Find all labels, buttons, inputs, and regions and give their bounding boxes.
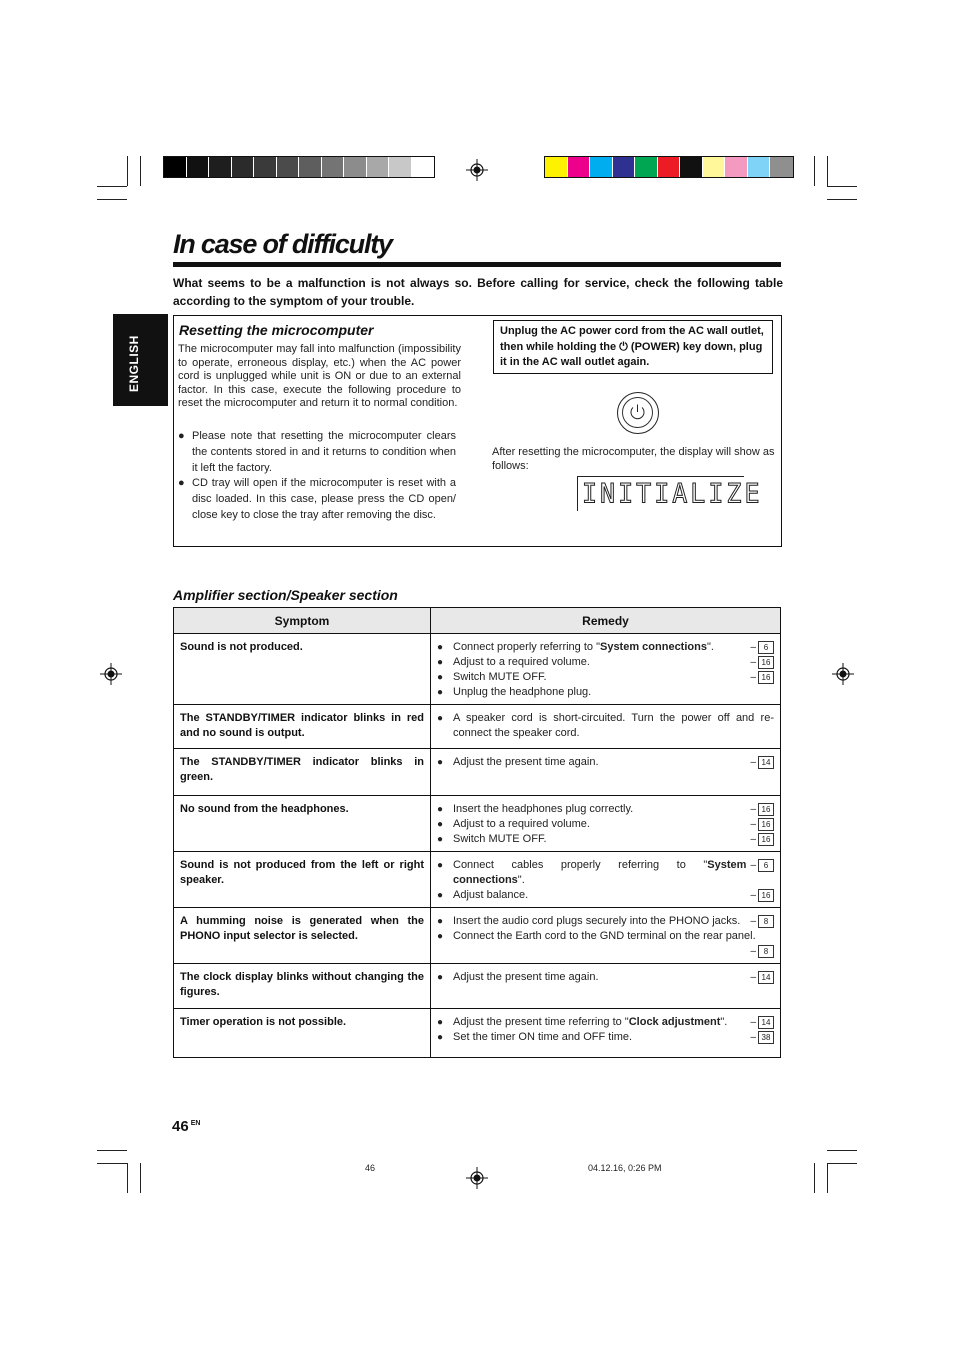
arrow-icon: –	[750, 834, 756, 845]
table-row	[174, 908, 781, 964]
page-reference	[750, 914, 774, 929]
crop-mark	[97, 199, 127, 200]
crop-mark	[827, 1150, 857, 1151]
page-reference	[750, 944, 774, 959]
color-swatch	[232, 157, 255, 177]
reset-bullet-list	[178, 429, 456, 524]
page-reference-number: 16	[758, 671, 774, 684]
arrow-icon: –	[750, 642, 756, 653]
reset-section-body: The microcomputer may fall into malfunction (impossibility to operate, erroneous display, etc.) when the AC power cord is unplugged while unit is ON or due to an external factor. In this case, execute the following procedure to reset the microcomputer and return it to normal condition.	[178, 343, 461, 410]
remedy-cell	[431, 796, 781, 852]
page-reference	[750, 817, 774, 832]
registration-mark-icon	[832, 663, 854, 685]
color-swatch	[748, 157, 771, 177]
remedy-cell	[431, 1009, 781, 1058]
power-button-inner	[622, 397, 653, 428]
remedy-cell	[431, 852, 781, 908]
symptom-cell: Sound is not produced.	[174, 634, 431, 705]
page-reference	[750, 832, 774, 847]
arrow-icon: –	[750, 672, 756, 683]
crop-mark	[814, 1163, 815, 1193]
remedy-cell	[431, 634, 781, 705]
crop-mark	[97, 186, 127, 187]
remedy-item	[437, 832, 774, 847]
display-text: INITIALIZE	[582, 478, 763, 509]
remedy-item	[437, 655, 774, 670]
crop-mark	[140, 1163, 141, 1193]
registration-mark-icon	[466, 159, 488, 181]
color-swatch	[658, 157, 681, 177]
footer-page-ref: 46	[365, 1163, 376, 1173]
arrow-icon: –	[750, 916, 756, 927]
remedy-item	[437, 670, 774, 685]
crop-mark	[827, 1163, 828, 1193]
remedy-item	[437, 755, 774, 770]
table-row	[174, 749, 781, 796]
color-swatch	[367, 157, 390, 177]
bullet-icon: ●	[437, 1017, 444, 1028]
page-language: EN	[190, 1120, 201, 1127]
remedy-cell	[431, 705, 781, 749]
arrow-icon: –	[750, 946, 756, 957]
page-reference	[750, 1015, 774, 1030]
arrow-icon: –	[750, 1017, 756, 1028]
remedy-item	[437, 914, 774, 929]
remedy-item	[437, 970, 774, 985]
arrow-icon: –	[750, 890, 756, 901]
table-row	[174, 964, 781, 1009]
remedy-text: Adjust the present time again.	[453, 971, 599, 983]
registration-mark-icon	[466, 1167, 488, 1189]
registration-mark-icon	[100, 663, 122, 685]
symptom-cell: A humming noise is generated when the PHONO input selector is selected.	[174, 908, 431, 964]
page-reference	[750, 655, 774, 670]
remedy-text: Unplug the headphone plug.	[453, 686, 592, 698]
grayscale-color-bar	[163, 156, 435, 178]
remedy-item	[437, 1015, 774, 1030]
process-color-bar	[544, 156, 794, 178]
page-reference-number: 14	[758, 1016, 774, 1029]
page-reference	[750, 755, 774, 770]
remedy-text: Adjust to a required volume.	[453, 656, 590, 668]
page-title: In case of difficulty	[173, 229, 392, 259]
arrow-icon: –	[750, 1032, 756, 1043]
remedy-item	[437, 888, 774, 903]
bullet-icon: ●	[437, 1032, 444, 1043]
symptom-cell: No sound from the headphones.	[174, 796, 431, 852]
color-swatch	[209, 157, 232, 177]
color-swatch	[344, 157, 367, 177]
bullet-icon: ●	[437, 642, 444, 653]
bullet-icon: ●	[437, 804, 444, 815]
symptom-cell: The clock display blinks without changing the figures.	[174, 964, 431, 1009]
remedy-text: Insert the headphones plug correctly.	[453, 803, 634, 815]
remedy-emphasis: System connections	[453, 859, 747, 886]
color-swatch	[322, 157, 345, 177]
crop-mark	[827, 1163, 857, 1164]
bullet-icon: ●	[437, 834, 444, 845]
bullet-icon: ●	[178, 430, 185, 442]
page-reference	[750, 1030, 774, 1045]
list-item: ● Please note that resetting the microcomputer clears the contents stored in and it returns to condition when it left the factory.	[178, 429, 456, 476]
remedy-text: Connect cables properly referring to "System connections".	[453, 859, 747, 886]
symptom-cell: Sound is not produced from the left or right speaker.	[174, 852, 431, 908]
bullet-icon: ●	[437, 713, 444, 724]
bullet-icon: ●	[437, 972, 444, 983]
bullet-icon: ●	[437, 687, 444, 698]
page-reference-number: 16	[758, 833, 774, 846]
reset-section-title: Resetting the microcomputer	[179, 322, 374, 338]
page-number: 46 $^{EN}$	[172, 1118, 201, 1135]
arrow-icon: –	[750, 804, 756, 815]
symptom-column-header: Symptom	[174, 608, 431, 634]
table-row	[174, 1009, 781, 1058]
color-swatch	[703, 157, 726, 177]
language-tab-label: ENGLISH	[127, 335, 141, 392]
remedy-item	[437, 929, 774, 944]
arrow-icon: –	[750, 860, 756, 871]
remedy-cell	[431, 964, 781, 1009]
symptom-cell: The STANDBY/TIMER indicator blinks in green.	[174, 749, 431, 796]
list-item: ● CD tray will open if the microcomputer is reset with a disc loaded. In this case, please press the CD open/ close key to close the tray after removing the disc.	[178, 476, 456, 523]
arrow-icon: –	[750, 819, 756, 830]
color-swatch	[389, 157, 412, 177]
remedy-cell	[431, 908, 781, 964]
table-row	[174, 705, 781, 749]
bullet-icon: ●	[437, 860, 444, 871]
after-reset-text: After resetting the microcomputer, the display will show as follows:	[492, 446, 775, 472]
remedy-emphasis: Clock adjustment	[628, 1016, 721, 1028]
trailing-page-reference	[437, 944, 774, 959]
table-header-row	[174, 608, 781, 634]
page-reference	[750, 670, 774, 685]
symptom-cell: The STANDBY/TIMER indicator blinks in red and no sound is output.	[174, 705, 431, 749]
color-swatch	[164, 157, 187, 177]
power-button-illustration	[617, 392, 659, 434]
bullet-icon: ●	[437, 672, 444, 683]
color-swatch	[635, 157, 658, 177]
page-reference	[750, 970, 774, 985]
color-swatch	[545, 157, 568, 177]
color-swatch	[770, 157, 793, 177]
table-row	[174, 634, 781, 705]
page-reference-number: 16	[758, 803, 774, 816]
page-reference-number: 14	[758, 756, 774, 769]
remedy-emphasis: System connections	[599, 641, 707, 653]
crop-mark	[140, 156, 141, 186]
remedy-item	[437, 1030, 774, 1045]
power-icon	[623, 398, 652, 427]
bullet-icon: ●	[437, 757, 444, 768]
bullet-icon: ●	[437, 916, 444, 927]
remedy-text: Insert the audio cord plugs securely into the PHONO jacks.	[453, 915, 741, 927]
remedy-item	[437, 685, 774, 700]
page-reference	[750, 888, 774, 903]
color-swatch	[412, 157, 435, 177]
remedy-text: A speaker cord is short-circuited. Turn the power off and re-connect the speaker cord.	[453, 712, 774, 739]
crop-mark	[127, 1163, 128, 1193]
display-readout	[577, 476, 763, 511]
bullet-icon: ●	[437, 890, 444, 901]
page-reference	[750, 640, 774, 655]
amplifier-section-title: Amplifier section/Speaker section	[173, 587, 398, 603]
table-row	[174, 796, 781, 852]
color-swatch	[299, 157, 322, 177]
bullet-icon: ●	[437, 931, 444, 942]
arrow-icon: –	[750, 757, 756, 768]
symptom-cell: Timer operation is not possible.	[174, 1009, 431, 1058]
troubleshooting-table	[173, 607, 781, 1058]
remedy-column-header: Remedy	[431, 608, 781, 634]
title-rule	[173, 262, 781, 267]
language-tab	[113, 314, 168, 406]
remedy-text: Adjust balance.	[453, 889, 529, 901]
table-row	[174, 852, 781, 908]
remedy-text: Switch MUTE OFF.	[453, 833, 547, 845]
remedy-item	[437, 640, 774, 655]
page-reference-number: 38	[758, 1031, 774, 1044]
remedy-text: Adjust to a required volume.	[453, 818, 590, 830]
page-reference-number: 6	[758, 859, 774, 872]
page-reference-number: 16	[758, 656, 774, 669]
intro-text: What seems to be a malfunction is not always so. Before calling for service, check the following table according to the symptom of your trouble.	[173, 276, 783, 308]
remedy-text: Connect the Earth cord to the GND terminal on the rear panel.	[453, 930, 756, 942]
arrow-icon: –	[750, 972, 756, 983]
crop-mark	[127, 156, 128, 186]
page-reference-number: 8	[758, 945, 774, 958]
remedy-text: Switch MUTE OFF.	[453, 671, 547, 683]
color-swatch	[680, 157, 703, 177]
crop-mark	[814, 156, 815, 186]
crop-mark	[97, 1163, 127, 1164]
crop-mark	[827, 156, 828, 186]
color-swatch	[254, 157, 277, 177]
reset-instruction-box: Unplug the AC power cord from the AC wall outlet, then while holding the ⏻ (POWER) key down, plug it in the AC wall outlet again.	[493, 320, 773, 374]
arrow-icon: –	[750, 657, 756, 668]
page-reference-number: 14	[758, 971, 774, 984]
bullet-icon: ●	[437, 819, 444, 830]
page-reference	[750, 802, 774, 817]
color-swatch	[187, 157, 210, 177]
page-reference-number: 6	[758, 641, 774, 654]
remedy-text: Connect properly referring to "System connections".	[453, 641, 714, 653]
remedy-text: Adjust the present time again.	[453, 756, 599, 768]
color-swatch	[613, 157, 636, 177]
page-reference-number: 8	[758, 915, 774, 928]
remedy-item	[437, 858, 774, 888]
remedy-item	[437, 817, 774, 832]
bullet-icon: ●	[437, 657, 444, 668]
remedy-item	[437, 711, 774, 741]
crop-mark	[97, 1150, 127, 1151]
remedy-text: Set the timer ON time and OFF time.	[453, 1031, 633, 1043]
remedy-cell	[431, 749, 781, 796]
color-swatch	[725, 157, 748, 177]
crop-mark	[827, 199, 857, 200]
page-reference-number: 16	[758, 889, 774, 902]
page-reference	[750, 858, 774, 873]
remedy-item	[437, 802, 774, 817]
crop-mark	[827, 186, 857, 187]
remedy-text: Adjust the present time referring to "Clock adjustment".	[453, 1016, 728, 1028]
page-reference-number: 16	[758, 818, 774, 831]
color-swatch	[590, 157, 613, 177]
color-swatch	[568, 157, 591, 177]
footer-timestamp: 04.12.16, 0:26 PM	[588, 1163, 662, 1173]
bullet-icon: ●	[178, 477, 185, 490]
color-swatch	[277, 157, 300, 177]
